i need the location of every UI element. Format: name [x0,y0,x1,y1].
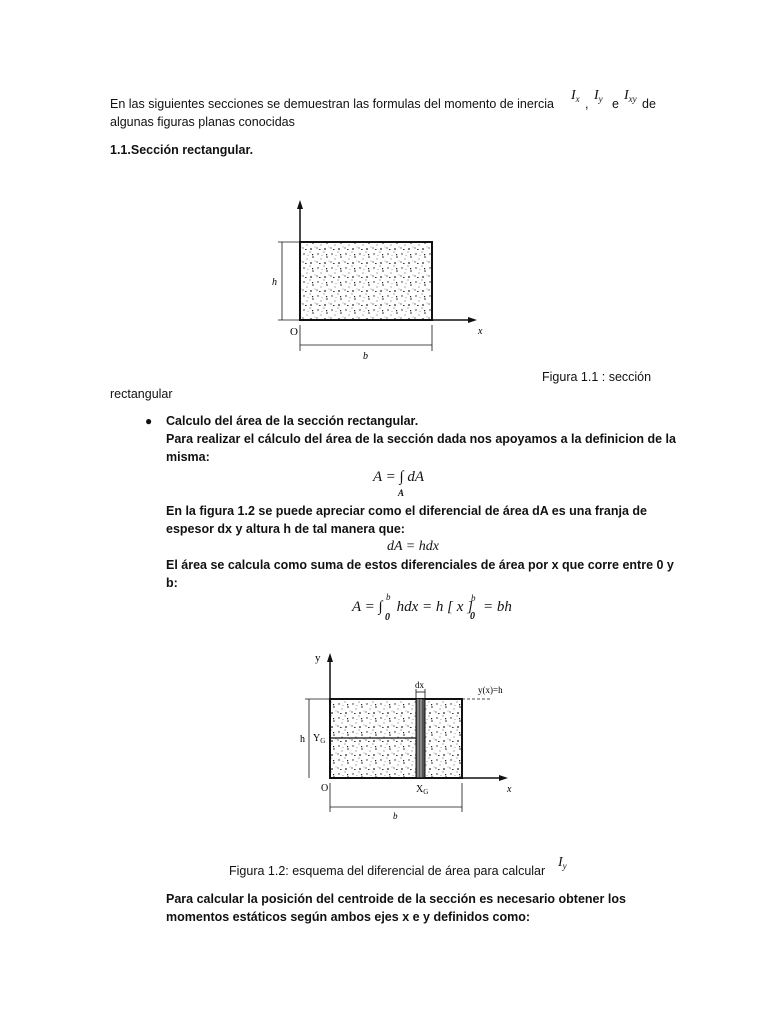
label-yg: $Y_G$ [313,733,326,745]
equation-area-definition: A = ∫ dA [373,469,425,485]
conj-e: e [612,97,619,111]
bullet-icon: ● [145,414,153,428]
equation-differential: dA = hdx [387,539,439,554]
label-b: b [363,351,368,362]
figure-1-1-caption-cont: rectangular [110,387,173,401]
figure-1-1 [260,195,500,370]
bullet-p3-line2: b: [166,576,178,590]
label-xg: $X_G$ [416,784,429,796]
equation-area-result: A = ∫ hdx = h [ x ] = bh [352,599,512,615]
intro-de: de [642,97,656,111]
intro-line-1 [110,97,554,111]
section-number: 1.1. [110,143,131,157]
section-heading [110,143,253,157]
bullet-p2-line1: En la figura 1.2 se puede apreciar como el diferencial de área dA es una franja de [166,504,647,518]
label-dx: dx [415,680,424,690]
y-axis-arrow-icon [327,653,333,662]
eq3-lower-limit: 0 [385,612,390,623]
figure-1-1-caption: Figura 1.1 : sección [542,370,652,384]
closing-line-2: momentos estáticos según ambos ejes x e y definidos como: [166,910,530,924]
symbol-ixy: $I_{xy}$ [624,88,637,104]
label-h: h [300,734,305,745]
label-origin: O [321,783,329,794]
comma: , [585,97,589,111]
label-x: x [478,326,483,337]
label-y: y [315,652,321,664]
bullet-p1-line2: misma: [166,450,210,464]
eq3-upper-limit: b [386,592,391,602]
x-axis-arrow-icon [468,317,477,323]
label-h: h [272,277,277,288]
figure-1-2 [295,645,535,825]
equation-1-subscript: A [398,488,405,498]
eq3-bracket-upper: b [471,593,476,603]
symbol-iy: $I_y$ [594,88,603,104]
closing-line-1: Para calcular la posición del centroide de la sección es necesario obtener los [166,892,626,906]
bullet-p2-line2: espesor dx y altura h de tal manera que: [166,522,405,536]
figure-1-2-caption: Figura 1.2: esquema del diferencial de área para calcular [229,864,546,878]
eq3-bracket-lower: 0 [470,611,475,622]
differential-strip [416,699,425,778]
label-yx-equals-h: y(x)=h [478,685,503,695]
x-axis-arrow-icon [499,775,508,781]
label-x: x [507,784,512,795]
bullet-p3-line1: El área se calcula como suma de estos diferenciales de área por x que corre entre 0 y [166,558,674,572]
symbol-ix: $I_x$ [571,88,580,104]
label-b: b [393,811,398,821]
section-title: Sección rectangular. [130,143,254,157]
caption-symbol-iy: $I_y$ [558,855,567,871]
intro-line-2: algunas figuras planas conocidas [110,115,295,129]
y-axis-arrow-icon [297,200,303,209]
intro-text: En las siguientes secciones se demuestran las formulas del momento de inercia [110,97,554,111]
bullet-title: Calculo del área de la sección rectangular. [166,414,419,428]
label-origin: O [290,326,298,338]
bullet-p1-line1: Para realizar el cálculo del área de la sección dada nos apoyamos a la definicion de la [166,432,676,446]
rectangular-section [300,242,432,320]
